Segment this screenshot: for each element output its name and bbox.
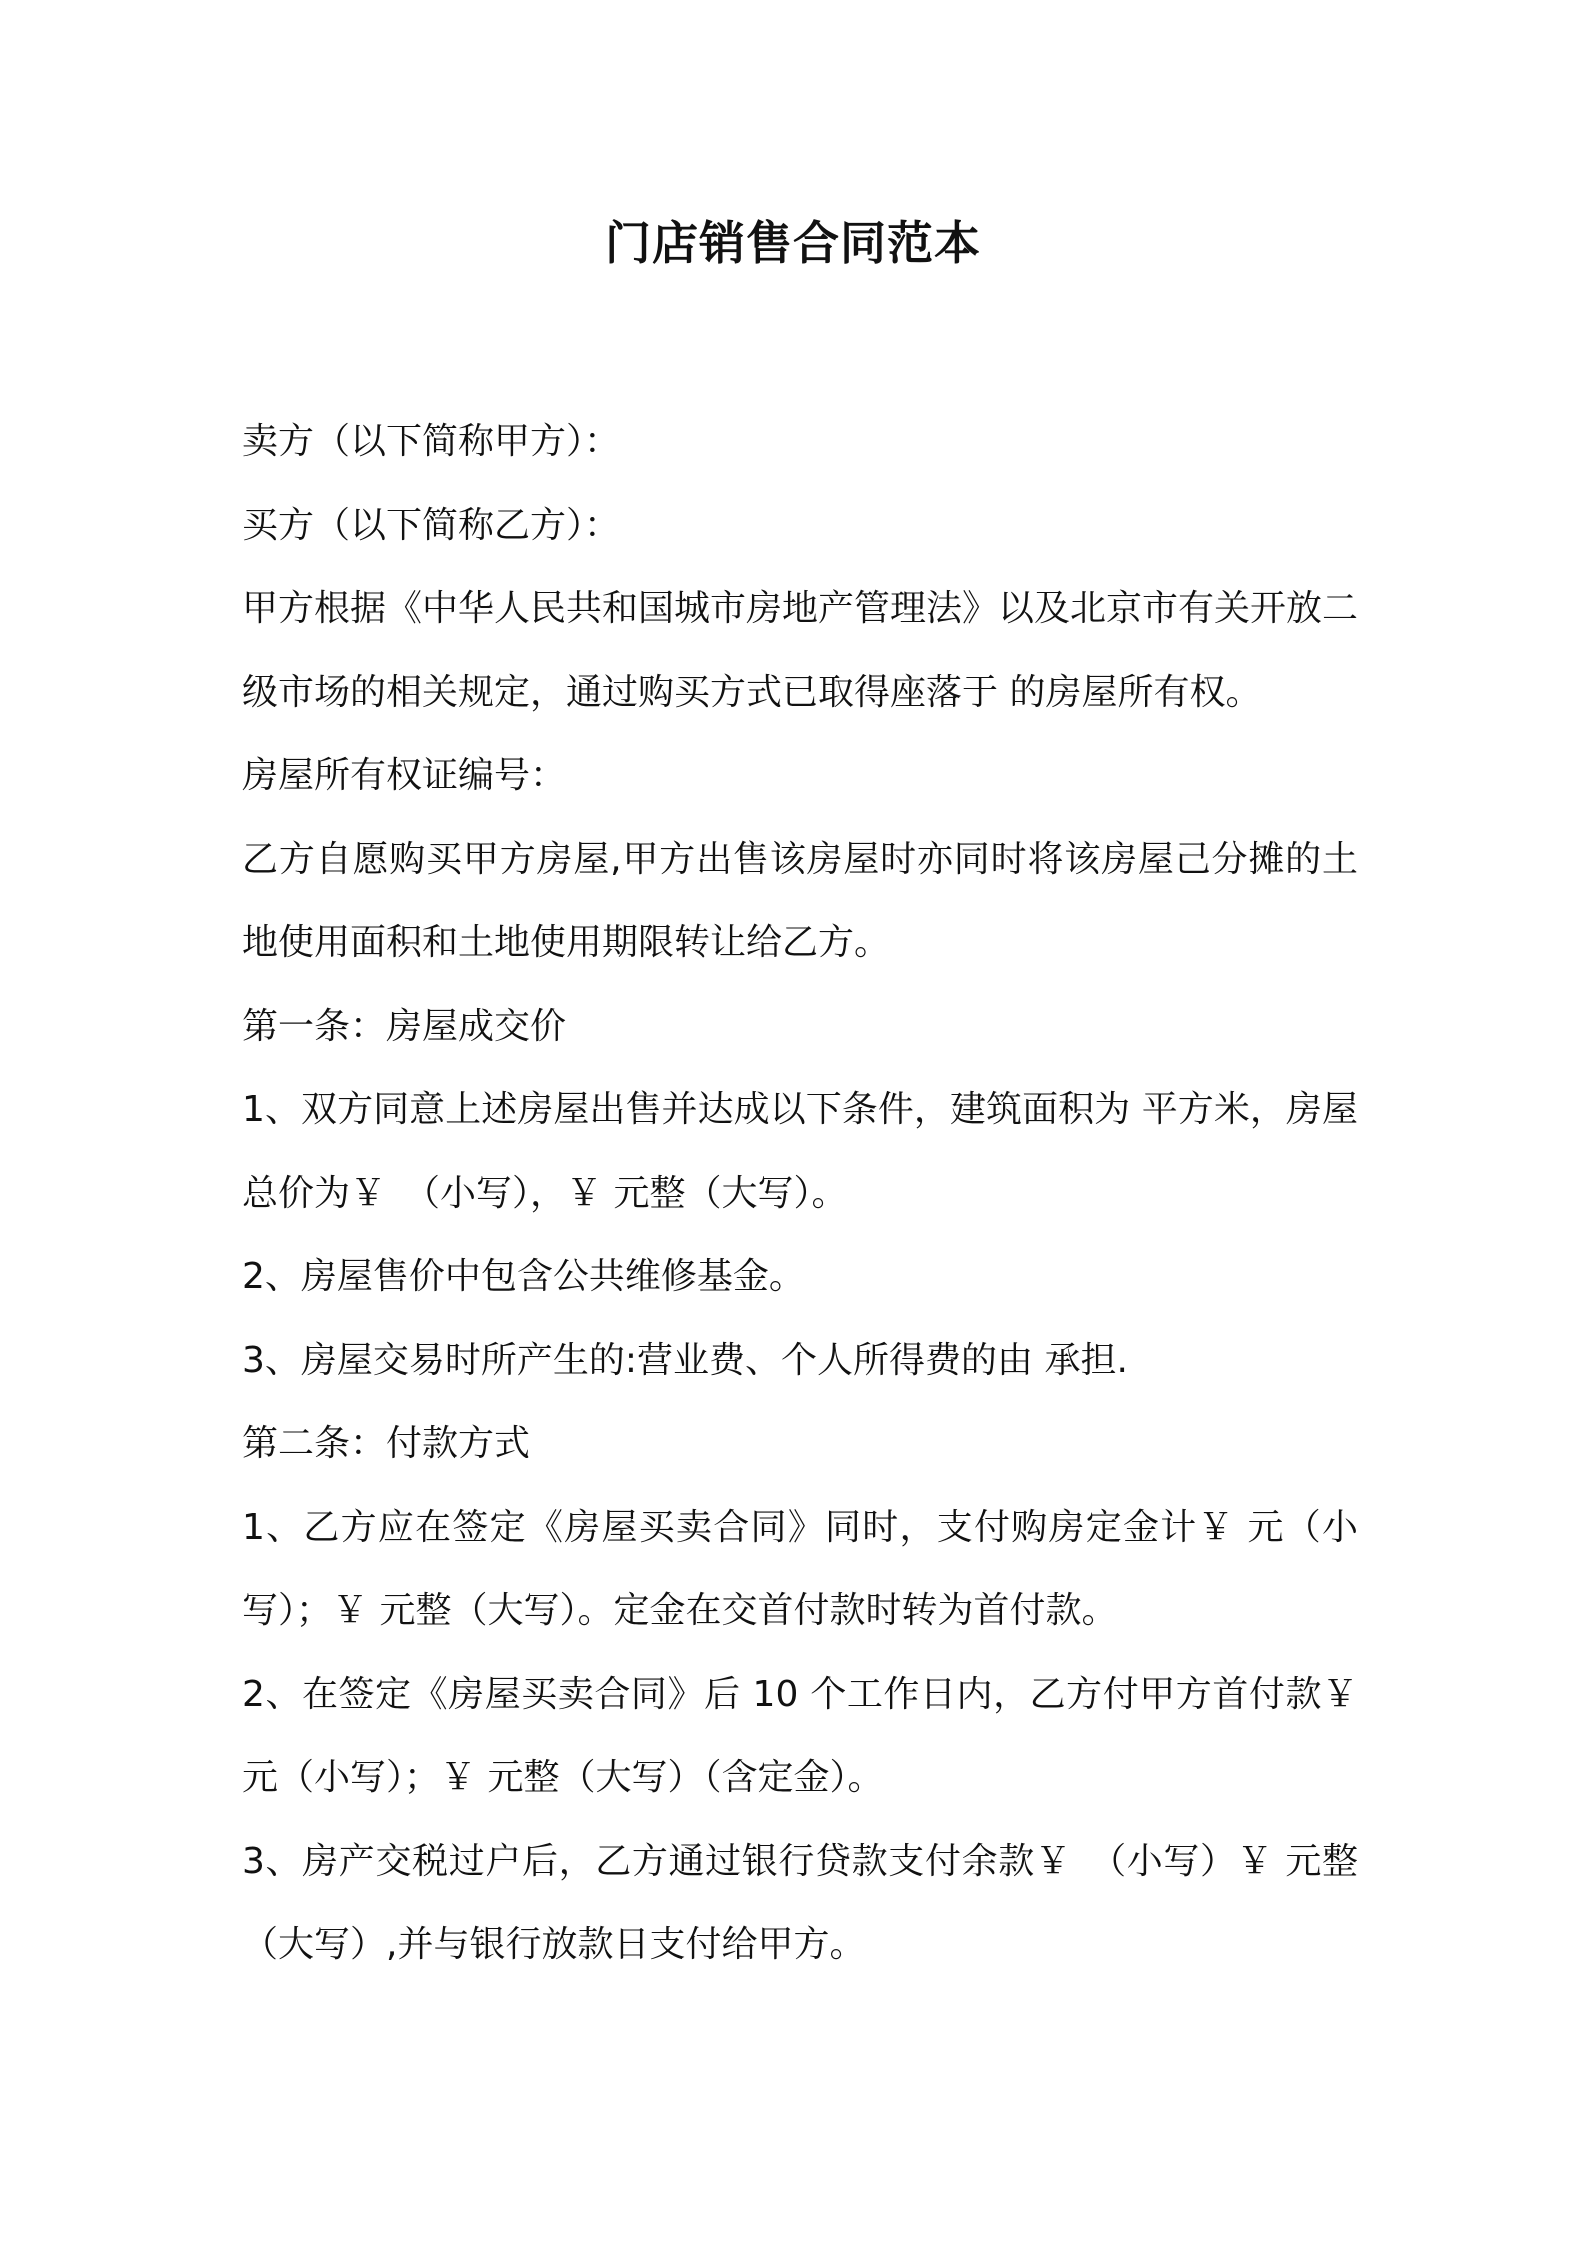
ownership-paragraph: 甲方根据《中华人民共和国城市房地产管理法》以及北京市有关开放二级市场的相关规定，通过购买方式已取得座落于 的房屋所有权。 xyxy=(242,588,1359,713)
article-2-clause-1: 1、乙方应在签定《房屋买卖合同》同时，支付购房定金计￥ 元（小写）；￥ 元整（大写）。定金在交首付款时转为首付款。 xyxy=(242,1506,1358,1631)
purchase-paragraph: 乙方自愿购买甲方房屋,甲方出售该房屋时亦同时将该房屋己分摊的土地使用面积和土地使用期限转让给乙方。 xyxy=(242,838,1358,963)
article-2-clause-3: 3、房产交税过户后，乙方通过银行贷款支付余款￥ （小写）￥ 元整（大写）,并与银行放款日支付给甲方。 xyxy=(242,1840,1358,1965)
article-2-heading: 第二条：付款方式 xyxy=(242,1423,531,1464)
article-1-clause-1: 1、双方同意上述房屋出售并达成以下条件，建筑面积为 平方米，房屋总价为￥ （小写），￥ 元整（大写）。 xyxy=(242,1089,1358,1214)
article-1-clause-3: 3、房屋交易时所产生的:营业费、个人所得费的由 承担. xyxy=(242,1339,1128,1381)
article-2-clause-2: 2、在签定《房屋买卖合同》后 10 个工作日内，乙方付甲方首付款￥ 元（小写）；￥ 元整（大写）（含定金）。 xyxy=(242,1673,1358,1798)
document-title: 门店销售合同范本 xyxy=(605,216,981,270)
article-1-clause-2: 2、房屋售价中包含公共维修基金。 xyxy=(242,1256,805,1297)
certificate-number-line: 房屋所有权证编号： xyxy=(242,755,567,796)
buyer-line: 买方（以下简称乙方）： xyxy=(242,504,621,546)
article-1-heading: 第一条：房屋成交价 xyxy=(242,1005,567,1047)
document-body xyxy=(242,400,1358,1987)
seller-line: 卖方（以下简称甲方）： xyxy=(242,421,621,462)
